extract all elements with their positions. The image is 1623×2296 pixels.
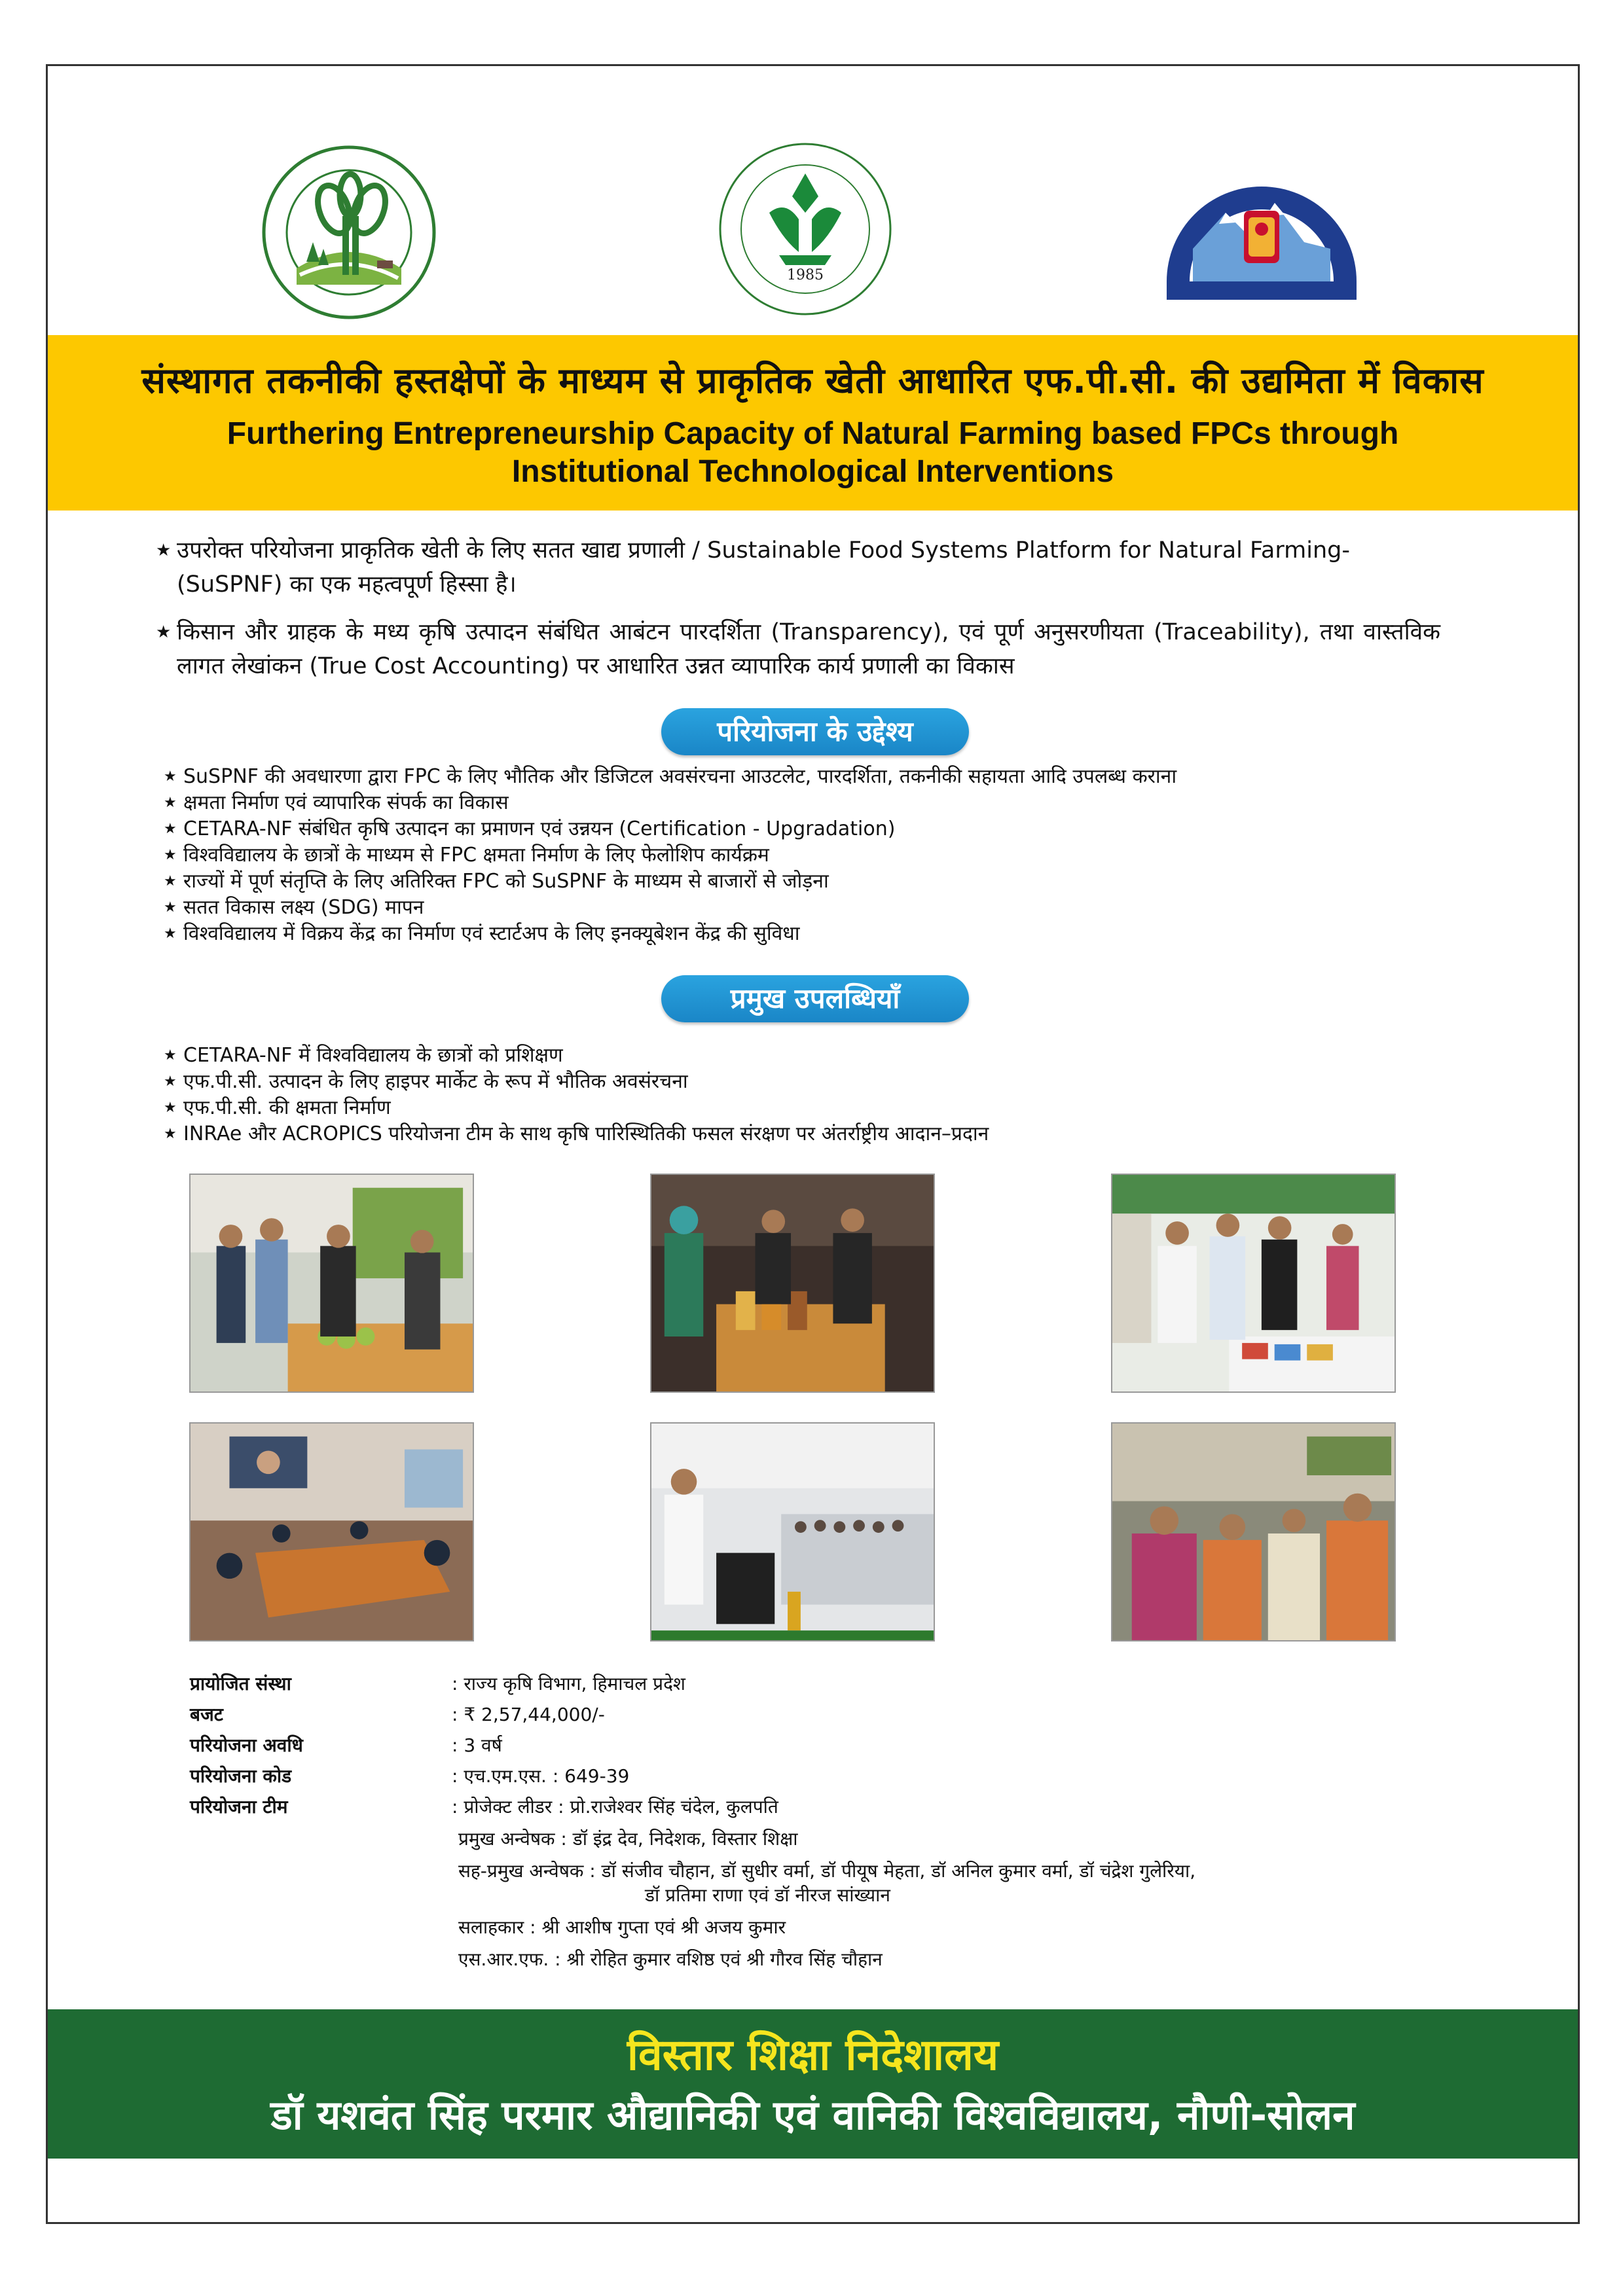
- detail-label: परियोजना टीम: [190, 1796, 288, 1818]
- achievements-heading: प्रमुख उपलब्धियाँ: [661, 975, 969, 1022]
- star-bullet-icon: ★: [164, 925, 177, 942]
- detail-label: बजट: [190, 1704, 223, 1725]
- detail-value: : एच.एम.एस. : 649-39: [452, 1765, 630, 1787]
- list-item: ★ एफ.पी.सी. उत्पादन के लिए हाइपर मार्केट के रूप में भौतिक अवसंरचना: [183, 1069, 1447, 1095]
- detail-value: : प्रोजेक्ट लीडर : प्रो.राजेश्वर सिंह चंदेल, कुलपति: [452, 1796, 778, 1818]
- intro-paragraph: ★ उपरोक्त परियोजना प्राकृतिक खेती के लिए सतत खाद्य प्रणाली / Sustainable Food Systems Platform for Natural Farming-(SuSPNF) का एक महत्वपूर्ण हिस्सा है।: [177, 533, 1440, 601]
- star-bullet-icon: ★: [164, 821, 177, 837]
- achievements-list: [164, 1043, 1447, 1147]
- poster: 1985 संस्थागत तकनीकी हस्तक्षेपों के माध्यम से प्राकृतिक खेती आधारित एफ.पी.सी. की उद्यमिता में विकास Furthering Entrepreneurship Capacity of Natural Farming based FPCs through Institutional Technological Interventions ★ उपरोक्त परियोजना प्राकृतिक खेती के लिए सतत खाद्य प्रणाली / Sustainable Food Systems Platform for Natural Farming-(SuSPNF) का एक महत्वपूर्ण हिस्सा है। ★ किसान और ग्राहक के मध्य कृषि उत्पादन संबंधित आबंटन पारदर्शिता (Transparency), एवं पूर्ण अनुसरणीयता (Traceability), तथा वास्तविक लागत लेखांकन (True Cost Accounting) पर आधारित उन्नत व्यापारिक कार्य प्रणाली का विकास परियोजना के उद्देश्य ★ SuSPNF की अवधारणा द्वारा FPC के लिए भौतिक और डिजिटल अवसंरचना आउटलेट, पारदर्शिता, तकनीकी सहायता आदि उपलब्ध कराना ★ क्षमता निर्माण एवं व्यापारिक संपर्क का विकास ★ CETARA-NF संबंधित कृषि उत्पादन का प्रमाणन एवं उन्नयन (Certification - Upgradation) ★ विश्वविद्यालय के छात्रों के माध्यम से FPC क्षमता निर्माण के लिए फेलोशिप कार्यक्रम ★ राज्यों में पूर्ण संतृप्ति के लिए अतिरिक्त FPC को SuSPNF के माध्यम से बाजारों से जोड़ना ★ सतत विकास लक्ष्य (SDG) मापन ★ विश्वविद्यालय में विक्रय केंद्र का निर्माण एवं स्टार्टअप के लिए इनक्यूबेशन केंद्र की सुविधा प्रमुख उपलब्धियाँ ★ CETARA-NF में विश्वविद्यालय के छात्रों को प्रशिक्षण ★ एफ.पी.सी. उत्पादन के लिए हाइपर मार्केट के रूप में भौतिक अवसंरचना ★ एफ.पी.सी. की क्षमता निर्माण ★ INRAe और ACROPICS परियोजना टीम के साथ कृषि पारिस्थितिकी फसल संरक्षण पर अंतर्राष्ट्रीय आदान–प्रदान प्रायोजित संस्था : राज्य कृषि विभाग, हिमाचल प्रदेश बजट : ₹ 2,57,44,000/- परियोजना अवधि : 3 वर्ष परियोजना कोड : एच.एम.एस. : 649-39 परियोजना टीम : प्रोजेक्ट लीडर : प्रो.राजेश्वर सिंह चंदेल, कुलपति प्रमुख अन्वेषक : डॉ इंद्र देव, निदेशक, विस्तार शिक्षा सह-प्रमुख अन्वेषक : डॉ संजीव चौहान, डॉ सुधीर वर्मा, डॉ पीयूष मेहता, डॉ अनिल कुमार वर्मा, डॉ चंद्रेश गुलेरिया, डॉ प्रतिमा राणा एवं डॉ नीरज सांख्यान सलाहकार : श्री आशीष गुप्ता एवं श्री अजय कुमार एस.आर.एफ. : श्री रोहित कुमार वशिष्ठ एवं श्री गौरव सिंह चौहान विस्तार शिक्षा निदेशालय डॉ यशवंत सिंह परमार औद्यानिकी एवं वानिकी विश्वविद्यालय, नौणी-सोलन: [0, 0, 1623, 2296]
- objectives-list: [164, 764, 1447, 947]
- photo-market-visit: [189, 1174, 474, 1393]
- detail-value: : राज्य कृषि विभाग, हिमाचल प्रदेश: [452, 1673, 685, 1695]
- star-bullet-icon: ★: [156, 541, 172, 560]
- university-logo: [717, 141, 894, 317]
- photo-exhibition: [1111, 1174, 1396, 1393]
- star-bullet-icon: ★: [164, 795, 177, 811]
- star-bullet-icon: ★: [164, 768, 177, 785]
- list-item: ★ विश्वविद्यालय में विक्रय केंद्र का निर्माण एवं स्टार्टअप के लिए इनक्यूबेशन केंद्र की सुविधा: [183, 921, 1447, 947]
- list-item: ★ CETARA-NF संबंधित कृषि उत्पादन का प्रमाणन एवं उन्नयन (Certification - Upgradation): [183, 816, 1447, 842]
- photo-women-farmers: [1111, 1422, 1396, 1641]
- star-bullet-icon: ★: [164, 847, 177, 863]
- natural-farming-logo: [261, 144, 437, 321]
- list-item: ★ एफ.पी.सी. की क्षमता निर्माण: [183, 1095, 1447, 1121]
- university-logo-year: 1985: [787, 267, 824, 283]
- detail-value: : ₹ 2,57,44,000/-: [452, 1704, 605, 1725]
- title-banner: [48, 335, 1578, 511]
- star-bullet-icon: ★: [156, 622, 172, 642]
- star-bullet-icon: ★: [164, 1126, 177, 1142]
- star-bullet-icon: ★: [164, 899, 177, 916]
- photo-meeting-room: [189, 1422, 474, 1641]
- photo-product-stall: [650, 1174, 935, 1393]
- list-item: ★ राज्यों में पूर्ण संतृप्ति के लिए अतिरिक्त FPC को SuSPNF के माध्यम से बाजारों से जोड़ना: [183, 869, 1447, 895]
- footer-banner: [48, 2009, 1578, 2159]
- list-item: ★ क्षमता निर्माण एवं व्यापारिक संपर्क का विकास: [183, 790, 1447, 816]
- intro-paragraph: ★ किसान और ग्राहक के मध्य कृषि उत्पादन संबंधित आबंटन पारदर्शिता (Transparency), एवं पूर्ण अनुसरणीयता (Traceability), तथा वास्तविक लागत लेखांकन (True Cost Accounting) पर आधारित उन्नत व्यापारिक कार्य प्रणाली का विकास: [177, 615, 1440, 683]
- star-bullet-icon: ★: [164, 1073, 177, 1090]
- list-item: ★ SuSPNF की अवधारणा द्वारा FPC के लिए भौतिक और डिजिटल अवसंरचना आउटलेट, पारदर्शिता, तकनीकी सहायता आदि उपलब्ध कराना: [183, 764, 1447, 790]
- detail-label: परियोजना अवधि: [190, 1734, 303, 1756]
- list-item: ★ CETARA-NF में विश्वविद्यालय के छात्रों को प्रशिक्षण: [183, 1043, 1447, 1069]
- star-bullet-icon: ★: [164, 873, 177, 889]
- photo-presentation: [650, 1422, 935, 1641]
- detail-value: : 3 वर्ष: [452, 1734, 502, 1756]
- star-bullet-icon: ★: [164, 1047, 177, 1064]
- list-item: ★ सतत विकास लक्ष्य (SDG) मापन: [183, 895, 1447, 921]
- objectives-heading: परियोजना के उद्देश्य: [661, 708, 969, 755]
- himachal-government-logo: [1154, 151, 1370, 301]
- list-item: ★ INRAe और ACROPICS परियोजना टीम के साथ कृषि पारिस्थितिकी फसल संरक्षण पर अंतर्राष्ट्रीय आदान–प्रदान: [183, 1121, 1447, 1147]
- footer-university: डॉ यशवंत सिंह परमार औद्यानिकी एवं वानिकी विश्वविद्यालय, नौणी-सोलन: [270, 2091, 1355, 2139]
- detail-label: प्रायोजित संस्था: [190, 1673, 291, 1695]
- title-hindi: संस्थागत तकनीकी हस्तक्षेपों के माध्यम से प्राकृतिक खेती आधारित एफ.पी.सी. की उद्यमिता में विकास: [141, 360, 1484, 401]
- detail-label: परियोजना कोड: [190, 1765, 292, 1787]
- star-bullet-icon: ★: [164, 1100, 177, 1116]
- footer-directorate: विस्तार शिक्षा निदेशालय: [627, 2030, 999, 2080]
- title-english: Furthering Entrepreneurship Capacity of Natural Farming based FPCs through Institutional Technological Interventions: [227, 416, 1399, 489]
- list-item: ★ विश्वविद्यालय के छात्रों के माध्यम से FPC क्षमता निर्माण के लिए फेलोशिप कार्यक्रम: [183, 842, 1447, 869]
